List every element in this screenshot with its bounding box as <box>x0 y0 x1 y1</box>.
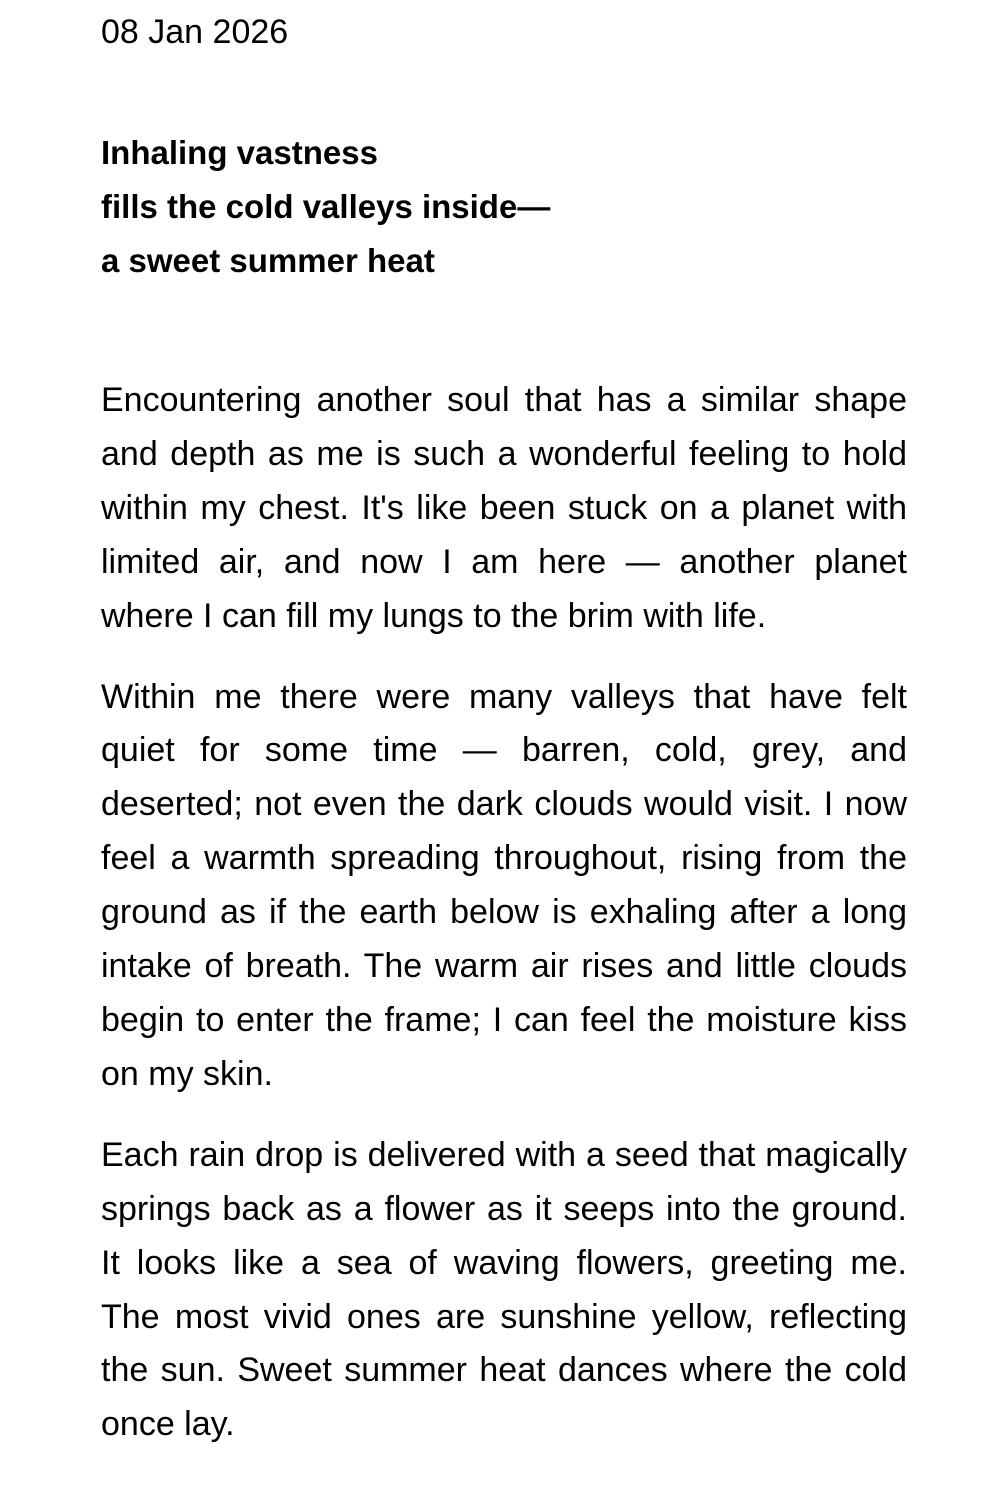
paragraph: Within me there were many valleys that have felt quiet for some time — barren, cold, grey, and deserted; not even the dark clouds would visit. I now feel a warmth spreading throughout, rising from the ground as if the earth below is exhaling after a long intake of breath. The warm air rises and little clouds begin to enter the frame; I can feel the moisture kiss on my skin. <box>101 677 907 1093</box>
haiku-line: fills the cold valleys inside— <box>101 188 551 225</box>
journal-entry <box>101 10 907 1479</box>
paragraph: Each rain drop is delivered with a seed that magically springs back as a flower as it seeps into the ground. It looks like a sea of waving flowers, greeting me. The most vivid ones are sunshine yellow, reflecting the sun. Sweet summer heat dances where the cold once lay. <box>101 1135 907 1444</box>
paragraph: Encountering another soul that has a similar shape and depth as me is such a wonderful feeling to hold within my chest. It's like been stuck on a planet with limited air, and now I am here — another planet where I can fill my lungs to the brim with life. <box>101 381 907 635</box>
haiku <box>101 126 907 288</box>
entry-date: 08 Jan 2026 <box>101 13 289 51</box>
haiku-line: a sweet summer heat <box>101 242 435 279</box>
haiku-line: Inhaling vastness <box>101 134 378 171</box>
entry-body <box>101 374 907 1452</box>
